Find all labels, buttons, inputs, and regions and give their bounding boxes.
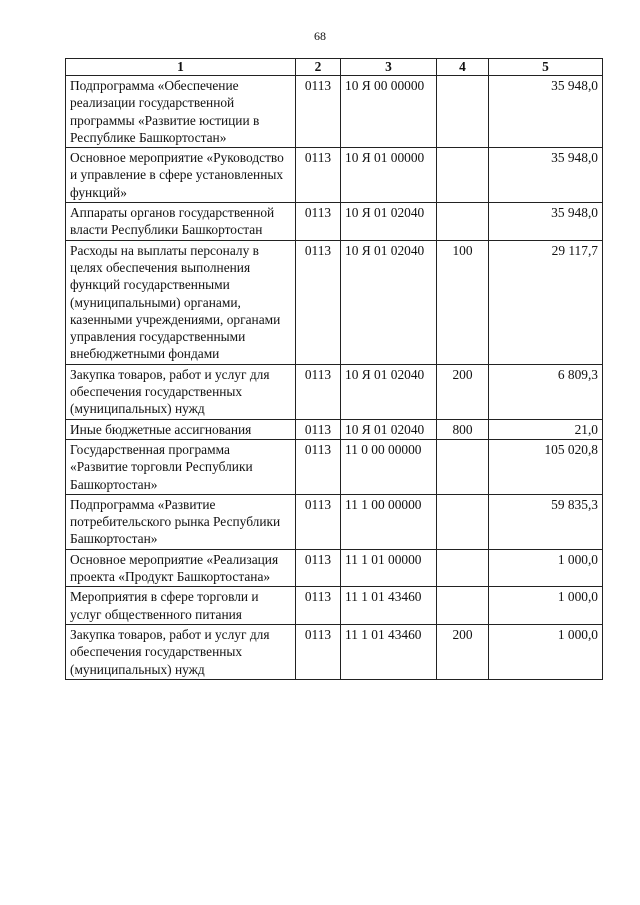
- column-header-section: 2: [296, 59, 341, 76]
- row-name: Закупка товаров, работ и услуг для обеспечения государственных (муниципальных) нужд: [66, 624, 296, 679]
- table-row: [66, 240, 603, 364]
- page-number: 68: [314, 29, 326, 43]
- row-kind: 200: [437, 624, 489, 679]
- row-name: Аппараты органов государственной власти Республики Башкортостан: [66, 203, 296, 241]
- table-row: [66, 419, 603, 439]
- budget-table: [65, 58, 603, 680]
- row-section: 0113: [296, 587, 341, 625]
- table-row: [66, 587, 603, 625]
- row-kind: 200: [437, 364, 489, 419]
- row-code: 10 Я 00 00000: [341, 76, 437, 148]
- row-code: 11 1 01 43460: [341, 587, 437, 625]
- row-code: 10 Я 01 02040: [341, 240, 437, 364]
- row-sum: 1 000,0: [489, 549, 603, 587]
- row-section: 0113: [296, 203, 341, 241]
- row-name: Подпрограмма «Развитие потребительского рынка Республики Башкортостан»: [66, 494, 296, 549]
- row-name: Мероприятия в сфере торговли и услуг общественного питания: [66, 587, 296, 625]
- row-kind: [437, 439, 489, 494]
- table-row: [66, 624, 603, 679]
- table-row: [66, 203, 603, 241]
- row-code: 10 Я 01 02040: [341, 364, 437, 419]
- row-code: 11 1 00 00000: [341, 494, 437, 549]
- row-sum: 1 000,0: [489, 624, 603, 679]
- row-sum: 35 948,0: [489, 148, 603, 203]
- row-section: 0113: [296, 624, 341, 679]
- row-sum: 59 835,3: [489, 494, 603, 549]
- column-header-sum: 5: [489, 59, 603, 76]
- row-sum: 29 117,7: [489, 240, 603, 364]
- row-section: 0113: [296, 549, 341, 587]
- row-name: Подпрограмма «Обеспечение реализации государственной программы «Развитие юстиции в Республике Башкортостан»: [66, 76, 296, 148]
- row-name: Расходы на выплаты персоналу в целях обеспечения выполнения функций государственными (муниципальными) органами, казенными учреждениями, органами управления государственными внебюджетными фондами: [66, 240, 296, 364]
- column-header-kind: 4: [437, 59, 489, 76]
- table-row: [66, 76, 603, 148]
- row-kind: 800: [437, 419, 489, 439]
- row-kind: [437, 203, 489, 241]
- row-code: 11 0 00 00000: [341, 439, 437, 494]
- row-section: 0113: [296, 419, 341, 439]
- row-kind: 100: [437, 240, 489, 364]
- row-kind: [437, 494, 489, 549]
- row-kind: [437, 587, 489, 625]
- column-header-code: 3: [341, 59, 437, 76]
- row-code: 11 1 01 43460: [341, 624, 437, 679]
- row-section: 0113: [296, 364, 341, 419]
- row-sum: 35 948,0: [489, 203, 603, 241]
- row-section: 0113: [296, 148, 341, 203]
- row-code: 10 Я 01 00000: [341, 148, 437, 203]
- row-sum: 21,0: [489, 419, 603, 439]
- table-row: [66, 364, 603, 419]
- row-name: Основное мероприятие «Руководство и управление в сфере установленных функций»: [66, 148, 296, 203]
- row-section: 0113: [296, 439, 341, 494]
- row-code: 10 Я 01 02040: [341, 419, 437, 439]
- row-code: 10 Я 01 02040: [341, 203, 437, 241]
- row-kind: [437, 148, 489, 203]
- table-row: [66, 549, 603, 587]
- table-row: [66, 439, 603, 494]
- row-name: Закупка товаров, работ и услуг для обеспечения государственных (муниципальных) нужд: [66, 364, 296, 419]
- row-name: Основное мероприятие «Реализация проекта «Продукт Башкортостана»: [66, 549, 296, 587]
- row-kind: [437, 76, 489, 148]
- table-row: [66, 494, 603, 549]
- row-kind: [437, 549, 489, 587]
- table-header-row: [66, 59, 603, 76]
- table-row: [66, 148, 603, 203]
- row-sum: 1 000,0: [489, 587, 603, 625]
- row-code: 11 1 01 00000: [341, 549, 437, 587]
- row-sum: 105 020,8: [489, 439, 603, 494]
- row-sum: 6 809,3: [489, 364, 603, 419]
- column-header-name: 1: [66, 59, 296, 76]
- row-section: 0113: [296, 76, 341, 148]
- row-sum: 35 948,0: [489, 76, 603, 148]
- row-section: 0113: [296, 494, 341, 549]
- row-section: 0113: [296, 240, 341, 364]
- row-name: Государственная программа «Развитие торговли Республики Башкортостан»: [66, 439, 296, 494]
- row-name: Иные бюджетные ассигнования: [66, 419, 296, 439]
